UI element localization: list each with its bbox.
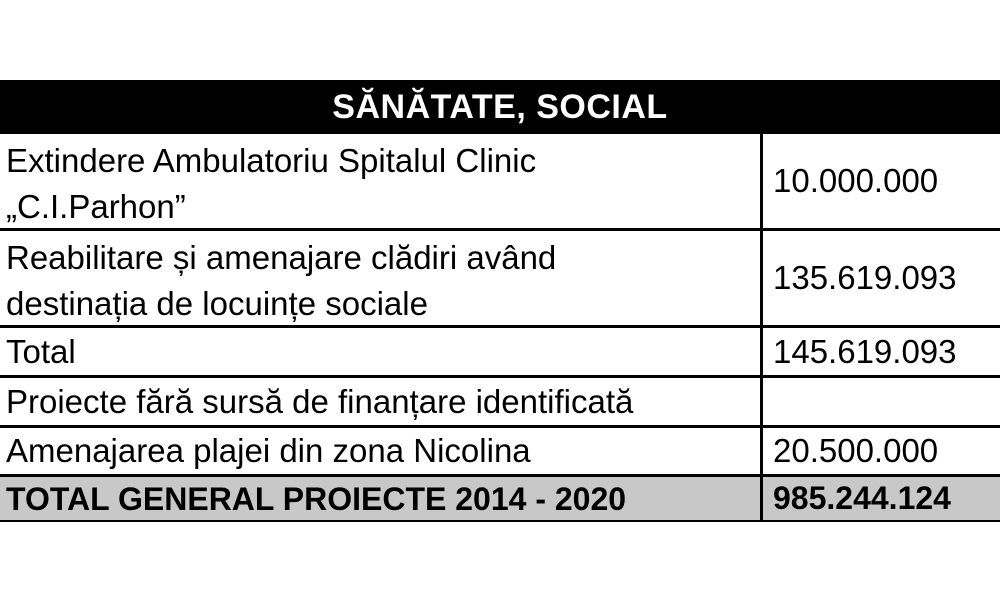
project-name-line: Reabilitare și amenajare clădiri având [6,239,557,276]
project-value-cell [763,378,1000,425]
table-title: SĂNĂTATE, SOCIAL [0,82,1000,134]
table-row [0,134,1000,231]
project-name-cell [0,231,763,325]
table-row [0,231,1000,328]
table-row [0,428,1000,477]
project-value-cell: 135.619.093 [773,259,957,296]
project-name-line: „C.I.Parhon” [6,188,186,225]
grand-total-row [0,477,1000,520]
table-row [0,378,1000,428]
project-name-cell: Proiecte fără sursă de finanțare identificată [0,378,763,425]
grand-total-label: TOTAL GENERAL PROIECTE 2014 - 2020 [0,477,763,520]
project-value-cell: 10.000.000 [773,162,939,199]
project-name-cell: Amenajarea plajei din zona Nicolina [0,428,763,474]
project-name-cell [0,134,763,228]
project-name-line: destinația de locuințe sociale [6,285,428,322]
project-value-cell: 145.619.093 [773,332,957,370]
project-name-line: Extindere Ambulatoriu Spitalul Clinic [6,142,537,179]
project-value-cell: 20.500.000 [773,432,939,469]
grand-total-value: 985.244.124 [773,480,951,516]
project-name-cell: Total [0,328,763,375]
table-row [0,328,1000,378]
projects-table [0,80,1000,522]
